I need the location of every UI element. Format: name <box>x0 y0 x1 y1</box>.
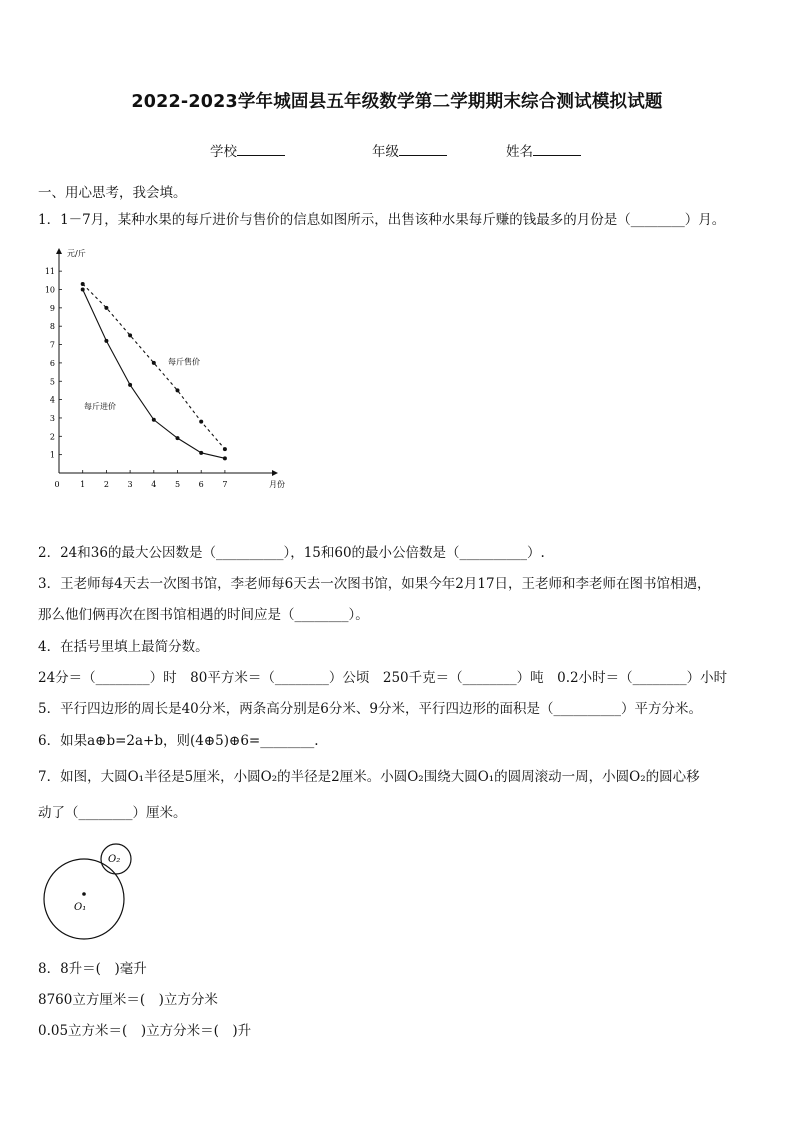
question-3-line-1: 3．王老师每4天去一次图书馆，李老师每6天去一次图书馆，如果今年2月17日，王老师和李老师在图书馆相遇， <box>38 576 711 592</box>
series-label-cost-price: 每斤进价 <box>84 401 116 411</box>
x-tick-label: 0 <box>54 480 60 489</box>
x-tick-label: 1 <box>80 480 86 489</box>
data-point <box>176 388 180 392</box>
x-tick-label: 2 <box>103 480 109 489</box>
x-tick-label: 3 <box>127 480 133 489</box>
question-1: 1．1－7月，某种水果的每斤进价与售价的信息如图所示，出售该种水果每斤赚的钱最多的月份是（________）月。 <box>38 212 726 228</box>
question-8-line-3: 0.05立方米＝( )立方分米＝( )升 <box>38 1023 252 1039</box>
name-label: 姓名 <box>506 144 533 160</box>
y-tick-label: 8 <box>49 322 55 332</box>
data-point <box>152 418 156 422</box>
y-tick-label: 4 <box>49 395 55 405</box>
y-tick-label: 1 <box>49 450 55 460</box>
series-line-cost-price <box>83 290 225 459</box>
data-point <box>81 282 85 286</box>
name-field[interactable] <box>506 140 581 160</box>
data-point <box>223 456 227 460</box>
question-4: 4．在括号里填上最简分数。 <box>38 639 209 655</box>
data-point <box>152 361 156 365</box>
y-axis-arrow <box>56 248 62 254</box>
section-heading: 一、用心思考，我会填。 <box>38 185 187 201</box>
x-tick-label: 6 <box>198 480 204 489</box>
y-tick-label: 9 <box>49 303 55 313</box>
series-label-sale-price: 每斤售价 <box>168 357 200 367</box>
grade-label: 年级 <box>372 144 399 160</box>
big-circle-label: O₁ <box>74 902 87 913</box>
x-tick-label: 4 <box>151 480 157 489</box>
question-6: 6．如果a⊕b=2a+b，则(4⊕5)⊕6=________. <box>38 733 319 749</box>
y-axis-label: 元/斤 <box>67 249 86 258</box>
y-tick-label: 5 <box>49 377 55 387</box>
question-2: 2．24和36的最大公因数是（__________），15和60的最小公倍数是（__________）. <box>38 545 545 561</box>
name-blank[interactable] <box>533 142 581 156</box>
data-point <box>104 339 108 343</box>
question-4-items: 24分＝（________）时 80平方米＝（________）公顷 250千克＝（________）吨 0.2小时＝（________）小时 <box>38 670 728 686</box>
data-point <box>128 333 132 337</box>
grade-blank[interactable] <box>399 142 447 156</box>
question-3-line-2: 那么他们俩再次在图书馆相遇的时间应是（________）。 <box>38 607 369 623</box>
question-8-line-2: 8760立方厘米＝( )立方分米 <box>38 992 218 1008</box>
y-tick-label: 7 <box>49 340 55 350</box>
data-point <box>128 383 132 387</box>
data-point <box>81 288 85 292</box>
question-7-line-1: 7．如图，大圆O₁半径是5厘米，小圆O₂的半径是2厘米。小圆O₂围绕大圆O₁的圆周滚动一周，小圆O₂的圆心移 <box>38 769 700 785</box>
question-8-line-1: 8．8升＝( )毫升 <box>38 961 147 977</box>
question-5: 5．平行四边形的周长是40分米，两条高分别是6分米、9分米，平行四边形的面积是（__________）平方分米。 <box>38 701 702 717</box>
x-axis-arrow <box>272 470 278 476</box>
data-point <box>176 436 180 440</box>
data-point <box>199 451 203 455</box>
data-point <box>199 420 203 424</box>
y-tick-label: 11 <box>44 267 55 277</box>
y-tick-label: 3 <box>49 413 55 423</box>
school-label: 学校 <box>210 144 237 160</box>
small-circle-label: O₂ <box>108 854 121 865</box>
data-point <box>223 447 227 451</box>
grade-field[interactable] <box>372 140 447 160</box>
circles-figure <box>38 838 168 948</box>
y-tick-label: 6 <box>49 358 55 368</box>
school-blank[interactable] <box>237 142 285 156</box>
big-circle-o1 <box>44 859 124 939</box>
school-field[interactable] <box>210 140 285 160</box>
big-circle-center <box>82 892 86 896</box>
y-tick-label: 10 <box>44 285 55 295</box>
data-point <box>104 306 108 310</box>
series-line-sale-price <box>83 284 225 449</box>
price-line-chart <box>40 240 300 495</box>
question-7-line-2: 动了（________）厘米。 <box>38 805 187 821</box>
x-tick-label: 7 <box>222 480 228 489</box>
x-axis-label: 月份 <box>269 480 285 489</box>
page-title: 2022-2023学年城固县五年级数学第二学期期末综合测试模拟试题 <box>131 92 663 112</box>
y-tick-label: 2 <box>49 432 55 442</box>
x-tick-label: 5 <box>174 480 181 489</box>
